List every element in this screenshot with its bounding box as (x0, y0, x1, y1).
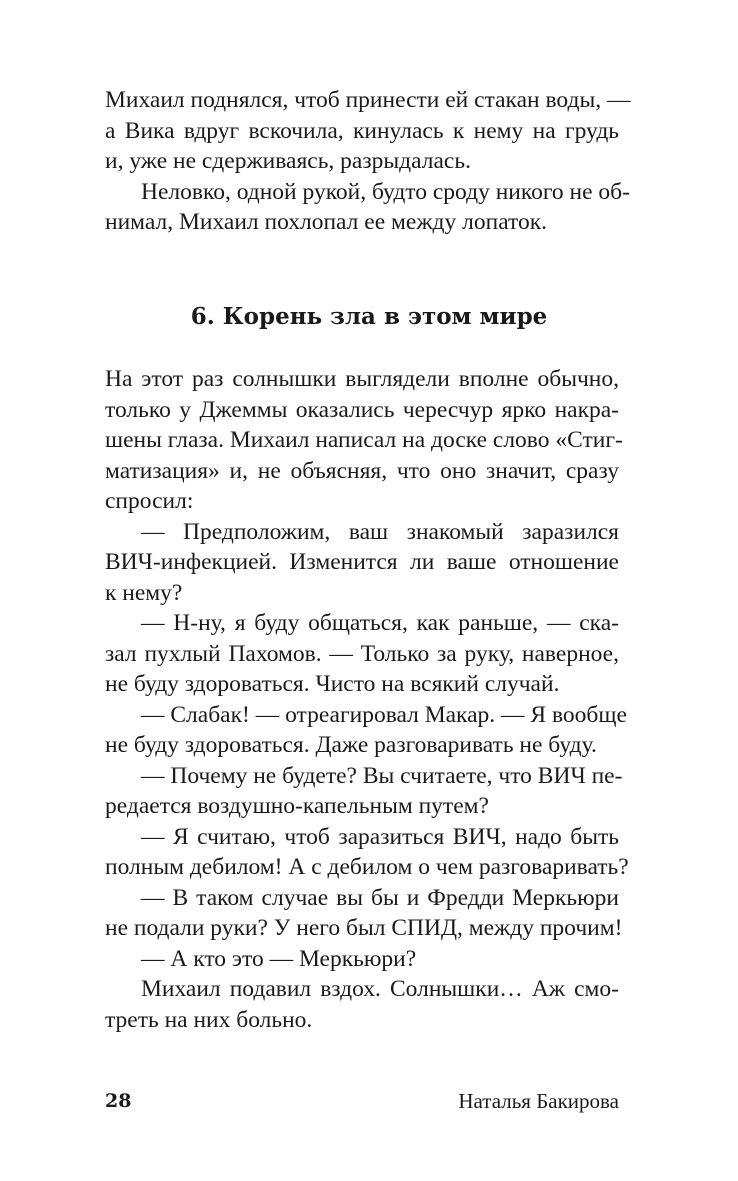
text-line: редается воздушно-капельным путем? (105, 793, 489, 819)
text-line: На этот раз солнышки выглядели вполне обычно, (105, 366, 619, 392)
text-line: ВИЧ-инфекцией. Изменится ли ваше отношение (105, 549, 619, 575)
text-line: зал пухлый Пахомов. — Только за руку, наверное, (105, 640, 619, 667)
text-line: и, уже не сдерживаясь, разрыдалась. (105, 148, 471, 174)
text-line: полным дебилом! А с дебилом о чем разговаривать? (105, 854, 629, 880)
text-line: треть на них больно. (105, 1006, 313, 1033)
text-line: не буду здороваться. Чисто на всякий случай. (105, 671, 560, 697)
page-number: 28 (105, 1090, 132, 1112)
text-line: а Вика вдруг вскочила, кинулась к нему на грудь (105, 117, 619, 144)
text-line: к нему? (105, 579, 183, 606)
text-line: спросил: (105, 488, 194, 514)
chapter-title: 6. Корень зла в этом мире (190, 303, 548, 330)
text-line: Михаил подавил вздох. Солнышки… Аж смо- (141, 976, 619, 1002)
text-line: нимал, Михаил похлопал ее между лопаток. (105, 209, 548, 235)
text-line: — В таком случае вы бы и Фредди Меркьюри (141, 884, 619, 911)
text-line: Неловко, одной рукой, будто сроду никого не об- (141, 178, 630, 205)
opening-text (105, 85, 631, 238)
text-line: не буду здороваться. Даже разговаривать не буду. (105, 732, 597, 758)
text-line: шены глаза. Михаил написал на доске слово «Стиг- (105, 427, 623, 453)
text-line: — Слабак! — отреагировал Макар. — Я вообще (141, 701, 627, 728)
text-line: — Почему не будете? Вы считаете, что ВИЧ пе- (141, 762, 623, 789)
text-line: — Я считаю, чтоб заразиться ВИЧ, надо быть (141, 823, 619, 850)
text-line: Михаил поднялся, чтоб принести ей стакан воды, — (105, 87, 631, 113)
text-line: только у Джеммы оказались чересчур ярко накра- (105, 396, 619, 423)
text-line: матизация» и, не объясняя, что оно значит, сразу (105, 457, 619, 484)
running-footer-author: Наталья Бакирова (458, 1089, 619, 1113)
text-line: — Н-ну, я буду общаться, как раньше, — ска- (141, 610, 619, 636)
text-line: — А кто это — Меркьюри? (141, 945, 417, 972)
text-line: — Предположим, ваш знакомый заразился (141, 518, 619, 545)
chapter-body (105, 364, 629, 1035)
text-line: не подали руки? У него был СПИД, между прочим! (105, 915, 623, 941)
